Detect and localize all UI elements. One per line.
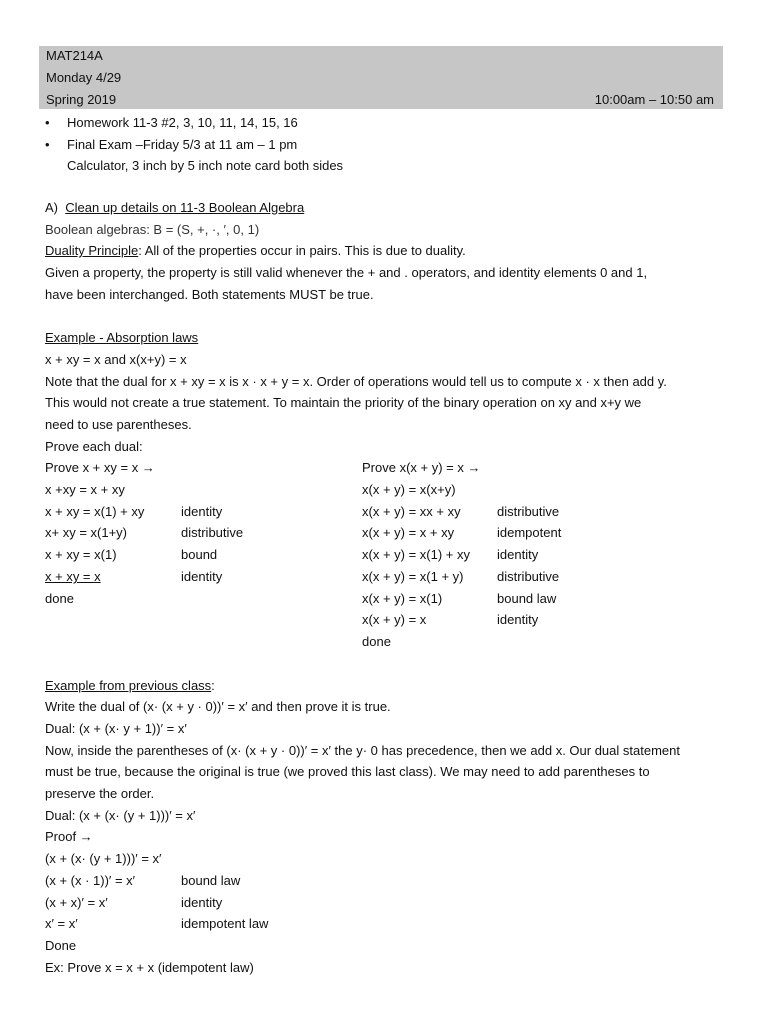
- right-step-expr: x(x + y) = x(1) + xy: [362, 547, 470, 562]
- left-step-expr: x + xy = x(1) + xy: [45, 504, 145, 519]
- bullet-sub: Calculator, 3 inch by 5 inch note card both sides: [67, 158, 344, 173]
- proof-step-expr: (x + (x· (y + 1)))′ = x′: [45, 851, 162, 866]
- left-step-reason: identity: [181, 569, 223, 584]
- absorption-laws: x + xy = x and x(x+y) = x: [45, 352, 187, 367]
- right-step-reason: distributive: [497, 504, 560, 519]
- duality-text: : All of the properties occur in pairs. This is due to duality.: [138, 243, 466, 258]
- bullet-glyph: •: [45, 115, 50, 130]
- dual-1: Dual: (x + (x· y + 1))′ = x′: [45, 721, 187, 736]
- example2-title: Example from previous class: [45, 678, 212, 693]
- right-step-reason: idempotent: [497, 525, 562, 540]
- left-step-reason: distributive: [181, 525, 244, 540]
- class-time: 10:00am – 10:50 am: [594, 92, 714, 107]
- example2-title-suffix: :: [211, 678, 215, 693]
- left-proof-title: Prove x + xy = x →: [45, 460, 155, 475]
- given-line-2: have been interchanged. Both statements MUST be true.: [45, 287, 374, 302]
- proof-step-reason: bound law: [181, 873, 241, 888]
- proof-step-reason: identity: [181, 895, 223, 910]
- right-step-expr: x(x + y) = x(x+y): [362, 482, 456, 497]
- right-step-reason: identity: [497, 547, 539, 562]
- left-step-reason: identity: [181, 504, 223, 519]
- course-code: MAT214A: [46, 48, 103, 63]
- proof-step-expr: (x + x)′ = x′: [45, 895, 108, 910]
- left-step-expr: x+ xy = x(1+y): [45, 525, 127, 540]
- right-step-reason: distributive: [497, 569, 560, 584]
- proof-step-expr: x′ = x′: [45, 916, 78, 931]
- left-step-expr: x +xy = x + xy: [45, 482, 125, 497]
- right-step-expr: x(x + y) = x: [362, 612, 427, 627]
- right-step-expr: x(x + y) = x(1 + y): [362, 569, 464, 584]
- duality-line: [45, 242, 466, 260]
- note-line-3: need to use parentheses.: [45, 417, 192, 432]
- class-date: Monday 4/29: [46, 70, 122, 85]
- write-dual: Write the dual of (x· (x + y · 0))′ = x′ and then prove it is true.: [45, 699, 391, 714]
- bullet-glyph: •: [45, 137, 50, 152]
- given-line-1: Given a property, the property is still valid whenever the + and . operators, and identity elements 0 and 1,: [45, 265, 648, 280]
- boolean-definition: Boolean algebras: B = (S, +, ·, ′, 0, 1): [45, 222, 260, 237]
- note-line-1: Note that the dual for x + xy = x is x · x + y = x. Order of operations would tell us to compute x · x then add y.: [45, 374, 667, 389]
- section-prefix: A): [45, 200, 58, 215]
- right-step-expr: x(x + y) = xx + xy: [362, 504, 461, 519]
- bullet-final-exam: Final Exam –Friday 5/3 at 11 am – 1 pm: [67, 137, 298, 152]
- example1-title: Example - Absorption laws: [45, 330, 199, 345]
- term: Spring 2019: [46, 92, 117, 107]
- right-step-reason: identity: [497, 612, 539, 627]
- left-step-expr: x + xy = x(1): [45, 547, 117, 562]
- right-step-reason: bound law: [497, 591, 557, 606]
- proof-step-expr: (x + (x · 1))′ = x′: [45, 873, 136, 888]
- section-title: Clean up details on 11-3 Boolean Algebra: [65, 200, 305, 215]
- right-step-expr: x(x + y) = x + xy: [362, 525, 455, 540]
- prove-each: Prove each dual:: [45, 439, 143, 454]
- now-line-2: must be true, because the original is true (we proved this last class). We may need to add parentheses to: [45, 764, 650, 779]
- example2-heading: [45, 677, 215, 695]
- left-step-expr: x + xy = x: [45, 569, 101, 584]
- section-a-heading: [45, 199, 304, 217]
- proof-step-expr: Done: [45, 938, 77, 953]
- now-line-1: Now, inside the parentheses of (x· (x + y · 0))′ = x′ the y· 0 has precedence, then we add x. Our dual statement: [45, 743, 680, 758]
- exercise-line: Ex: Prove x = x + x (idempotent law): [45, 960, 254, 975]
- header-band: [39, 46, 723, 109]
- right-step-expr: done: [362, 634, 391, 649]
- duality-label: Duality Principle: [45, 243, 139, 258]
- right-proof-title: Prove x(x + y) = x →: [362, 460, 481, 475]
- proof-step-reason: idempotent law: [181, 916, 269, 931]
- left-step-expr: done: [45, 591, 74, 606]
- bullet-homework: Homework 11-3 #2, 3, 10, 11, 14, 15, 16: [67, 115, 298, 130]
- note-line-2: This would not create a true statement. To maintain the priority of the binary operation on xy and x+y we: [45, 395, 642, 410]
- proof-label: Proof →: [45, 829, 93, 844]
- right-step-expr: x(x + y) = x(1): [362, 591, 443, 606]
- now-line-3: preserve the order.: [45, 786, 155, 801]
- left-step-reason: bound: [181, 547, 218, 562]
- dual-2: Dual: (x + (x· (y + 1)))′ = x′: [45, 808, 196, 823]
